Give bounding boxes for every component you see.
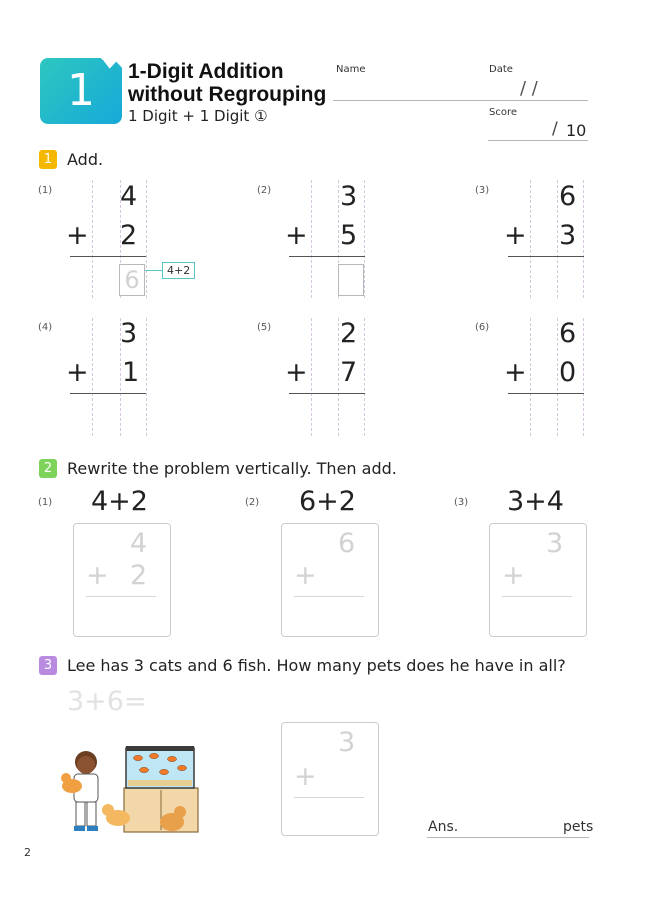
section-2-instruction: Rewrite the problem vertically. Then add. [67,459,397,478]
example-answer: 6 [124,266,140,294]
boy-cats-fish-illustration [56,742,216,838]
answer-box[interactable] [557,264,582,294]
answer-box[interactable] [338,400,363,430]
addend-bottom: 0 [559,357,577,388]
problem-label: (6) [475,322,490,333]
problem-label: (1) [38,497,53,508]
problem-label: (4) [38,322,53,333]
answer-box[interactable] [338,264,364,296]
title-line-2: without Regrouping [128,83,327,106]
ghost-plus: + [86,560,109,591]
addend-top: 4 [120,181,138,212]
ghost-top: 4 [130,528,148,559]
addend-bottom: 3 [559,220,577,251]
score-slash: / [552,119,558,139]
score-label: Score [489,107,518,118]
ghost-plus: + [294,560,317,591]
addend-top: 3 [340,181,358,212]
vertical-work-box[interactable] [281,523,379,637]
answer-unit: pets [563,819,594,835]
ghost-plus: + [502,560,525,591]
plus-sign: + [285,357,308,388]
hint-callout: 4+2 [162,262,195,279]
section-2-number: 2 [39,459,57,478]
addend-bottom: 2 [120,220,138,251]
problem-label: (3) [475,185,490,196]
problem-label: (5) [257,322,272,333]
date-slashes: / / [520,78,538,99]
plus-sign: + [285,220,308,251]
page-title [128,60,326,106]
expression: 4+2 [91,486,148,517]
unit-number: 1 [67,65,95,116]
expression: 6+2 [299,486,356,517]
ghost-equation: 3+6= [67,686,147,717]
plus-sign: + [66,220,89,251]
vertical-work-box[interactable] [73,523,171,637]
page-subtitle: 1 Digit + 1 Digit ① [128,107,268,125]
plus-sign: + [504,357,527,388]
page-number: 2 [24,846,31,859]
answer-box[interactable] [557,400,582,430]
problem-label: (2) [245,497,260,508]
answer-line[interactable] [427,837,589,838]
problem-label: (2) [257,185,272,196]
date-label: Date [489,64,513,75]
addend-bottom: 7 [340,357,358,388]
name-line[interactable] [333,100,588,101]
section-1-instruction: Add. [67,150,104,169]
addend-top: 6 [559,318,577,349]
addend-top: 6 [559,181,577,212]
ghost-plus: + [294,761,317,792]
addend-top: 2 [340,318,358,349]
answer-box[interactable] [119,400,144,430]
section-3-number: 3 [39,656,57,675]
plus-sign: + [504,220,527,251]
ghost-top: 3 [338,727,356,758]
ghost-top: 6 [338,528,356,559]
vertical-work-box[interactable] [489,523,587,637]
answer-box[interactable] [119,264,145,296]
expression: 3+4 [507,486,564,517]
vertical-work-box[interactable] [281,722,379,836]
problem-label: (3) [454,497,469,508]
addend-top: 3 [120,318,138,349]
ghost-bottom: 2 [130,560,148,591]
problem-label: (1) [38,185,53,196]
addend-bottom: 5 [340,220,358,251]
addend-bottom: 1 [122,357,140,388]
unit-badge [40,58,122,124]
title-line-1: 1-Digit Addition [128,60,284,83]
plus-sign: + [66,357,89,388]
score-total: 10 [566,121,587,140]
score-line[interactable] [488,140,588,141]
ghost-top: 3 [546,528,564,559]
word-problem-question: Lee has 3 cats and 6 fish. How many pets does he have in all? [67,656,566,675]
answer-label: Ans. [428,819,459,835]
name-label: Name [336,64,366,75]
section-1-number: 1 [39,150,57,169]
